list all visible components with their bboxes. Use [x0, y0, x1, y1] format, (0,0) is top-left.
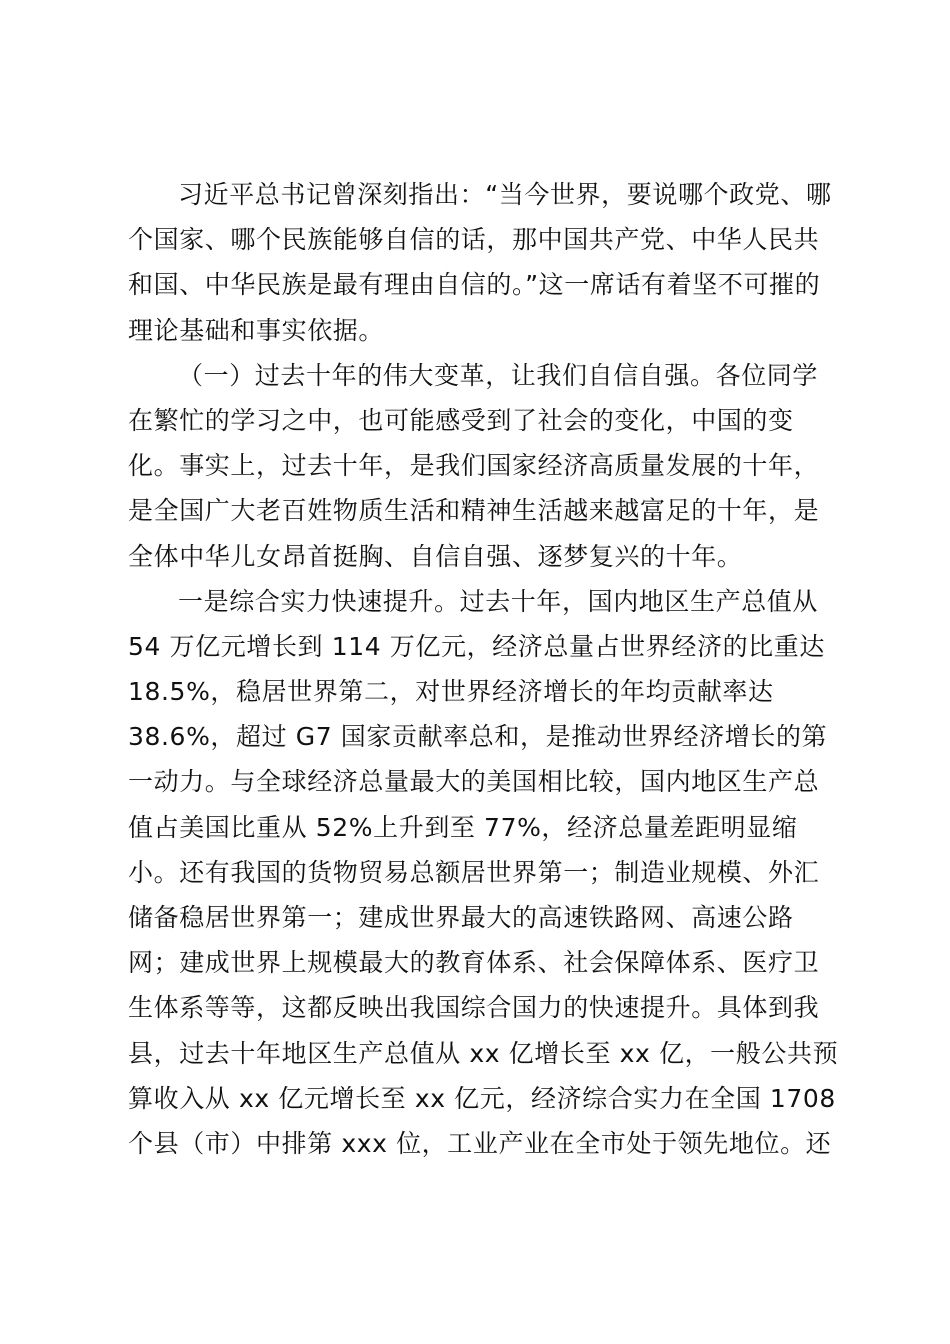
paragraph-line: 18.5%，稳居世界第二，对世界经济增长的年均贡献率达 [128, 677, 774, 707]
paragraph-line: 全体中华儿女昂首挺胸、自信自强、逐梦复兴的十年。 [128, 541, 743, 571]
paragraph-line: 生体系等等，这都反映出我国综合国力的快速提升。具体到我 [128, 993, 820, 1023]
paragraph-line: （一）过去十年的伟大变革，让我们自信自强。各位同学 [178, 360, 819, 390]
paragraph-line: 小。还有我国的货物贸易总额居世界第一；制造业规模、外汇 [128, 857, 820, 887]
paragraph-line: 理论基础和事实依据。 [128, 315, 385, 345]
paragraph-2 [128, 353, 848, 579]
paragraph-3 [128, 579, 848, 1166]
paragraph-line: 38.6%，超过 G7 国家贡献率总和，是推动世界经济增长的第 [128, 722, 828, 752]
paragraph-line: 一是综合实力快速提升。过去十年，国内地区生产总值从 [178, 586, 819, 616]
document-body [128, 172, 848, 1166]
paragraph-line: 54 万亿元增长到 114 万亿元，经济总量占世界经济的比重达 [128, 631, 825, 661]
paragraph-line: 和国、中华民族是最有理由自信的。”这一席话有着坚不可摧的 [128, 270, 821, 300]
paragraph-line: 个县（市）中排第 xxx 位，工业产业在全市处于领先地位。还 [128, 1128, 832, 1158]
paragraph-line: 县，过去十年地区生产总值从 xx 亿增长至 xx 亿，一般公共预 [128, 1038, 839, 1068]
paragraph-line: 值占美国比重从 52%上升到至 77%，经济总量差距明显缩 [128, 812, 798, 842]
paragraph-line: 化。事实上，过去十年，是我们国家经济高质量发展的十年， [128, 451, 820, 481]
paragraph-line: 网；建成世界上规模最大的教育体系、社会保障体系、医疗卫 [128, 948, 820, 978]
paragraph-line: 在繁忙的学习之中，也可能感受到了社会的变化，中国的变 [128, 405, 794, 435]
paragraph-line: 储备稳居世界第一；建成世界最大的高速铁路网、高速公路 [128, 903, 794, 932]
paragraph-line: 一动力。与全球经济总量最大的美国相比较，国内地区生产总 [128, 767, 820, 797]
paragraph-line: 习近平总书记曾深刻指出：“当今世界，要说哪个政党、哪 [178, 180, 832, 209]
paragraph-line: 是全国广大老百姓物质生活和精神生活越来越富足的十年，是 [128, 496, 820, 526]
paragraph-1 [128, 172, 848, 353]
paragraph-line: 算收入从 xx 亿元增长至 xx 亿元，经济综合实力在全国 1708 [128, 1083, 836, 1113]
paragraph-line: 个国家、哪个民族能够自信的话，那中国共产党、中华人民共 [128, 225, 820, 255]
